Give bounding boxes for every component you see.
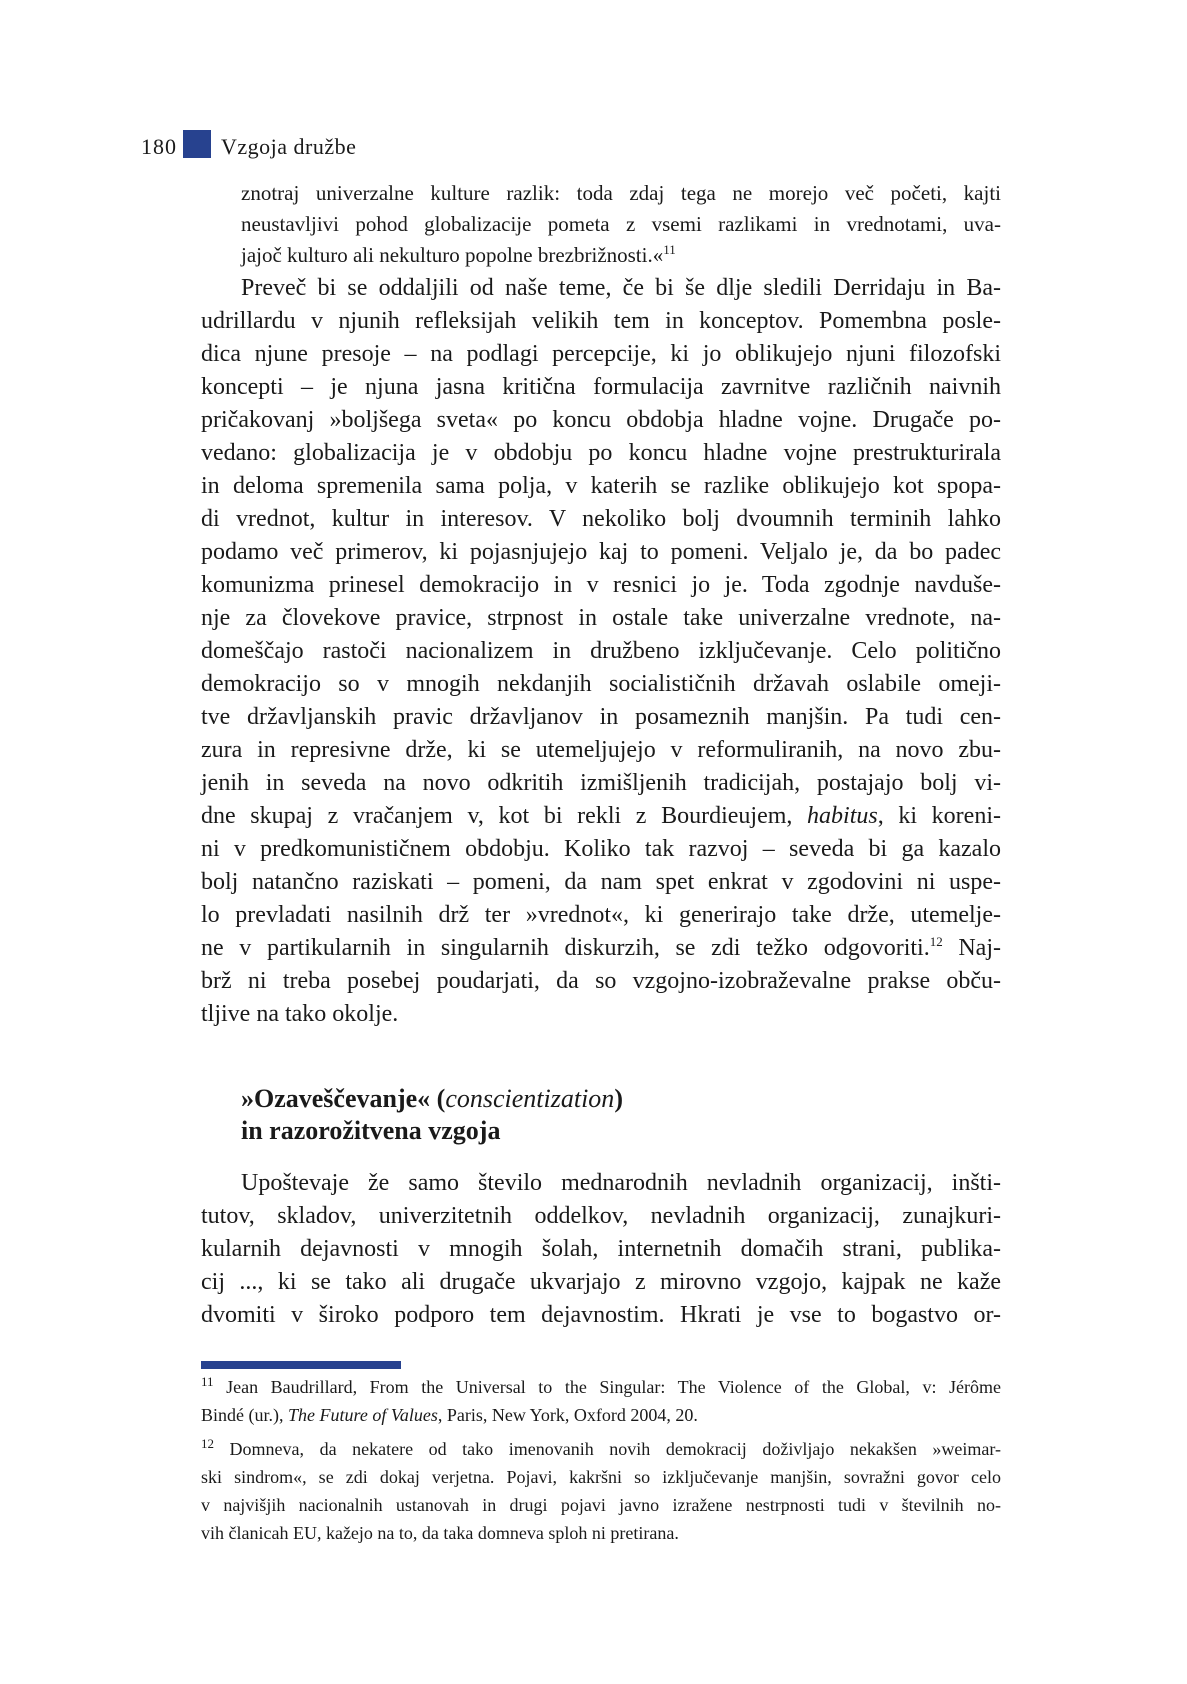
paragraph-line: tutov, skladov, univerzitetnih oddelkov, nevladnih organizacij, zunajkuri- bbox=[201, 1203, 1001, 1229]
footnote-ref-11: 11 bbox=[663, 242, 676, 257]
footnote-12-line bbox=[201, 1435, 1001, 1463]
footnote-11-line bbox=[201, 1373, 1001, 1401]
paragraph-line: lo prevladati nasilnih drž ter »vrednot«, ki generirajo take drže, utemelje- bbox=[201, 902, 1001, 928]
footnote-text: Jean Baudrillard, From the Universal to the Singular: The Violence of the Global, v: Jérôme bbox=[213, 1377, 1001, 1397]
footnote-text: Bindé (ur.), bbox=[201, 1405, 288, 1425]
paragraph-line: dica njune presoje – na podlagi percepcije, ki jo oblikujejo njuni filozofski bbox=[201, 341, 1001, 367]
footnote-12-line: v najvišjih nacionalnih ustanovah in drugi pojavi javno izražene nestrpnosti tudi v številnih no- bbox=[201, 1495, 1001, 1515]
paragraph-line: ni v predkomunističnem obdobju. Koliko tak razvoj – seveda bi ga kazalo bbox=[201, 836, 1001, 862]
footnote-italic-title: The Future of Values bbox=[288, 1405, 438, 1425]
paragraph-line: demokracijo so v mnogih nekdanjih socialističnih državah oslabile omeji- bbox=[201, 671, 1001, 697]
footnote-text: , Paris, New York, Oxford 2004, 20. bbox=[437, 1405, 698, 1425]
footnote-divider bbox=[201, 1361, 401, 1369]
quote-line: znotraj univerzalne kulture razlik: toda zdaj tega ne morejo več početi, kajti bbox=[241, 181, 1001, 205]
paragraph-line: bolj natančno raziskati – pomeni, da nam spet enkrat v zgodovini ni uspe- bbox=[201, 869, 1001, 895]
paragraph-line: tve državljanskih pravic državljanov in posameznih manjšin. Pa tudi cen- bbox=[201, 704, 1001, 730]
footnote-12-line: ski sindrom«, se zdi dokaj verjetna. Pojavi, kakršni so izključevanje manjšin, sovražni govor celo bbox=[201, 1467, 1001, 1487]
paragraph-line bbox=[201, 800, 1001, 833]
paragraph-line: kularnih dejavnosti v mnogih šolah, internetnih domačih strani, publika- bbox=[201, 1236, 1001, 1262]
paragraph-line: di vrednot, kultur in interesov. V nekoliko bolj dvoumnih terminih lahko bbox=[201, 506, 1001, 532]
paragraph-line: dvomiti v široko podporo tem dejavnostim. Hkrati je vse to bogastvo or- bbox=[201, 1302, 1001, 1328]
paragraph-2 bbox=[201, 1167, 1001, 1332]
section-heading bbox=[241, 1083, 623, 1147]
paragraph-line: tljive na tako okolje. bbox=[201, 1001, 399, 1027]
footnote-11-line bbox=[201, 1401, 1001, 1429]
heading-line-2: in razorožitvena vzgoja bbox=[241, 1116, 501, 1145]
heading-text: »Ozaveščevanje« ( bbox=[241, 1084, 446, 1113]
footnote-number-12: 12 bbox=[201, 1436, 214, 1451]
header-square-icon bbox=[183, 130, 211, 158]
running-title: Vzgoja družbe bbox=[221, 134, 357, 159]
footnote-12-line: vih članicah EU, kažejo na to, da taka domneva sploh ni pretirana. bbox=[201, 1523, 679, 1543]
footnote-ref-12: 12 bbox=[929, 934, 943, 949]
paragraph-line: brž ni treba posebej poudarjati, da so vzgojno-izobraževalne prakse obču- bbox=[201, 968, 1001, 994]
paragraph-line: komunizma prinesel demokracijo in v resnici jo je. Toda zgodnje navduše- bbox=[201, 572, 1001, 598]
heading-text: ) bbox=[614, 1084, 623, 1113]
text-run: Naj- bbox=[942, 935, 1001, 961]
page-number: 180 bbox=[141, 134, 177, 159]
quote-text: jajoč kulturo ali nekulturo popolne brezbrižnosti.« bbox=[241, 243, 664, 267]
footnote-text: Domneva, da nekatere od tako imenovanih novih demokracij doživljajo nekakšen »weimar- bbox=[214, 1439, 1001, 1459]
paragraph-line bbox=[201, 932, 1001, 965]
running-header bbox=[141, 128, 356, 158]
italic-term: habitus bbox=[807, 803, 878, 829]
paragraph-line: zura in represivne drže, ki se utemeljujejo v reformuliranih, na novo zbu- bbox=[201, 737, 1001, 763]
paragraph-line: jenih in seveda na novo odkritih izmišljenih tradicijah, postajajo bolj vi- bbox=[201, 770, 1001, 796]
paragraph-line: pričakovanj »boljšega sveta« po koncu obdobja hladne vojne. Drugače po- bbox=[201, 407, 1001, 433]
paragraph-line: cij ..., ki se tako ali drugače ukvarjajo z mirovno vzgojo, kajpak ne kaže bbox=[201, 1269, 1001, 1295]
text-run: , ki koreni- bbox=[877, 803, 1001, 829]
quote-line bbox=[241, 240, 1001, 271]
paragraph-line: Preveč bi se oddaljili od naše teme, če bi še dlje sledili Derridaju in Ba- bbox=[241, 275, 1001, 301]
block-quote bbox=[241, 178, 1001, 271]
paragraph-line: udrillardu v njunih refleksijah velikih tem in konceptov. Pomembna posle- bbox=[201, 308, 1001, 334]
paragraph-line: domeščajo rastoči nacionalizem in družbeno izključevanje. Celo politično bbox=[201, 638, 1001, 664]
paragraph-line: nje za človekove pravice, strpnost in ostale take univerzalne vrednote, na- bbox=[201, 605, 1001, 631]
quote-line: neustavljivi pohod globalizacije pometa z vsemi razlikami in vrednotami, uva- bbox=[241, 212, 1001, 236]
paragraph-line: Upoštevaje že samo število mednarodnih nevladnih organizacij, inšti- bbox=[241, 1170, 1001, 1196]
text-run: ne v partikularnih in singularnih diskurzih, se zdi težko odgovoriti. bbox=[201, 935, 930, 961]
text-run: dne skupaj z vračanjem v, kot bi rekli z Bourdieujem, bbox=[201, 803, 808, 829]
paragraph-line: podamo več primerov, ki pojasnjujejo kaj to pomeni. Veljalo je, da bo padec bbox=[201, 539, 1001, 565]
footnote-number-11: 11 bbox=[201, 1374, 214, 1389]
paragraph-line: in deloma spremenila sama polja, v katerih se razlike oblikujejo kot spopa- bbox=[201, 473, 1001, 499]
paragraph-line: koncepti – je njuna jasna kritična formulacija zavrnitve različnih naivnih bbox=[201, 374, 1001, 400]
paragraph-1 bbox=[201, 272, 1001, 1031]
footnotes bbox=[201, 1373, 1001, 1547]
heading-italic: conscientization bbox=[445, 1084, 615, 1113]
heading-line-1 bbox=[241, 1083, 623, 1115]
paragraph-line: vedano: globalizacija je v obdobju po koncu hladne vojne prestrukturirala bbox=[201, 440, 1001, 466]
